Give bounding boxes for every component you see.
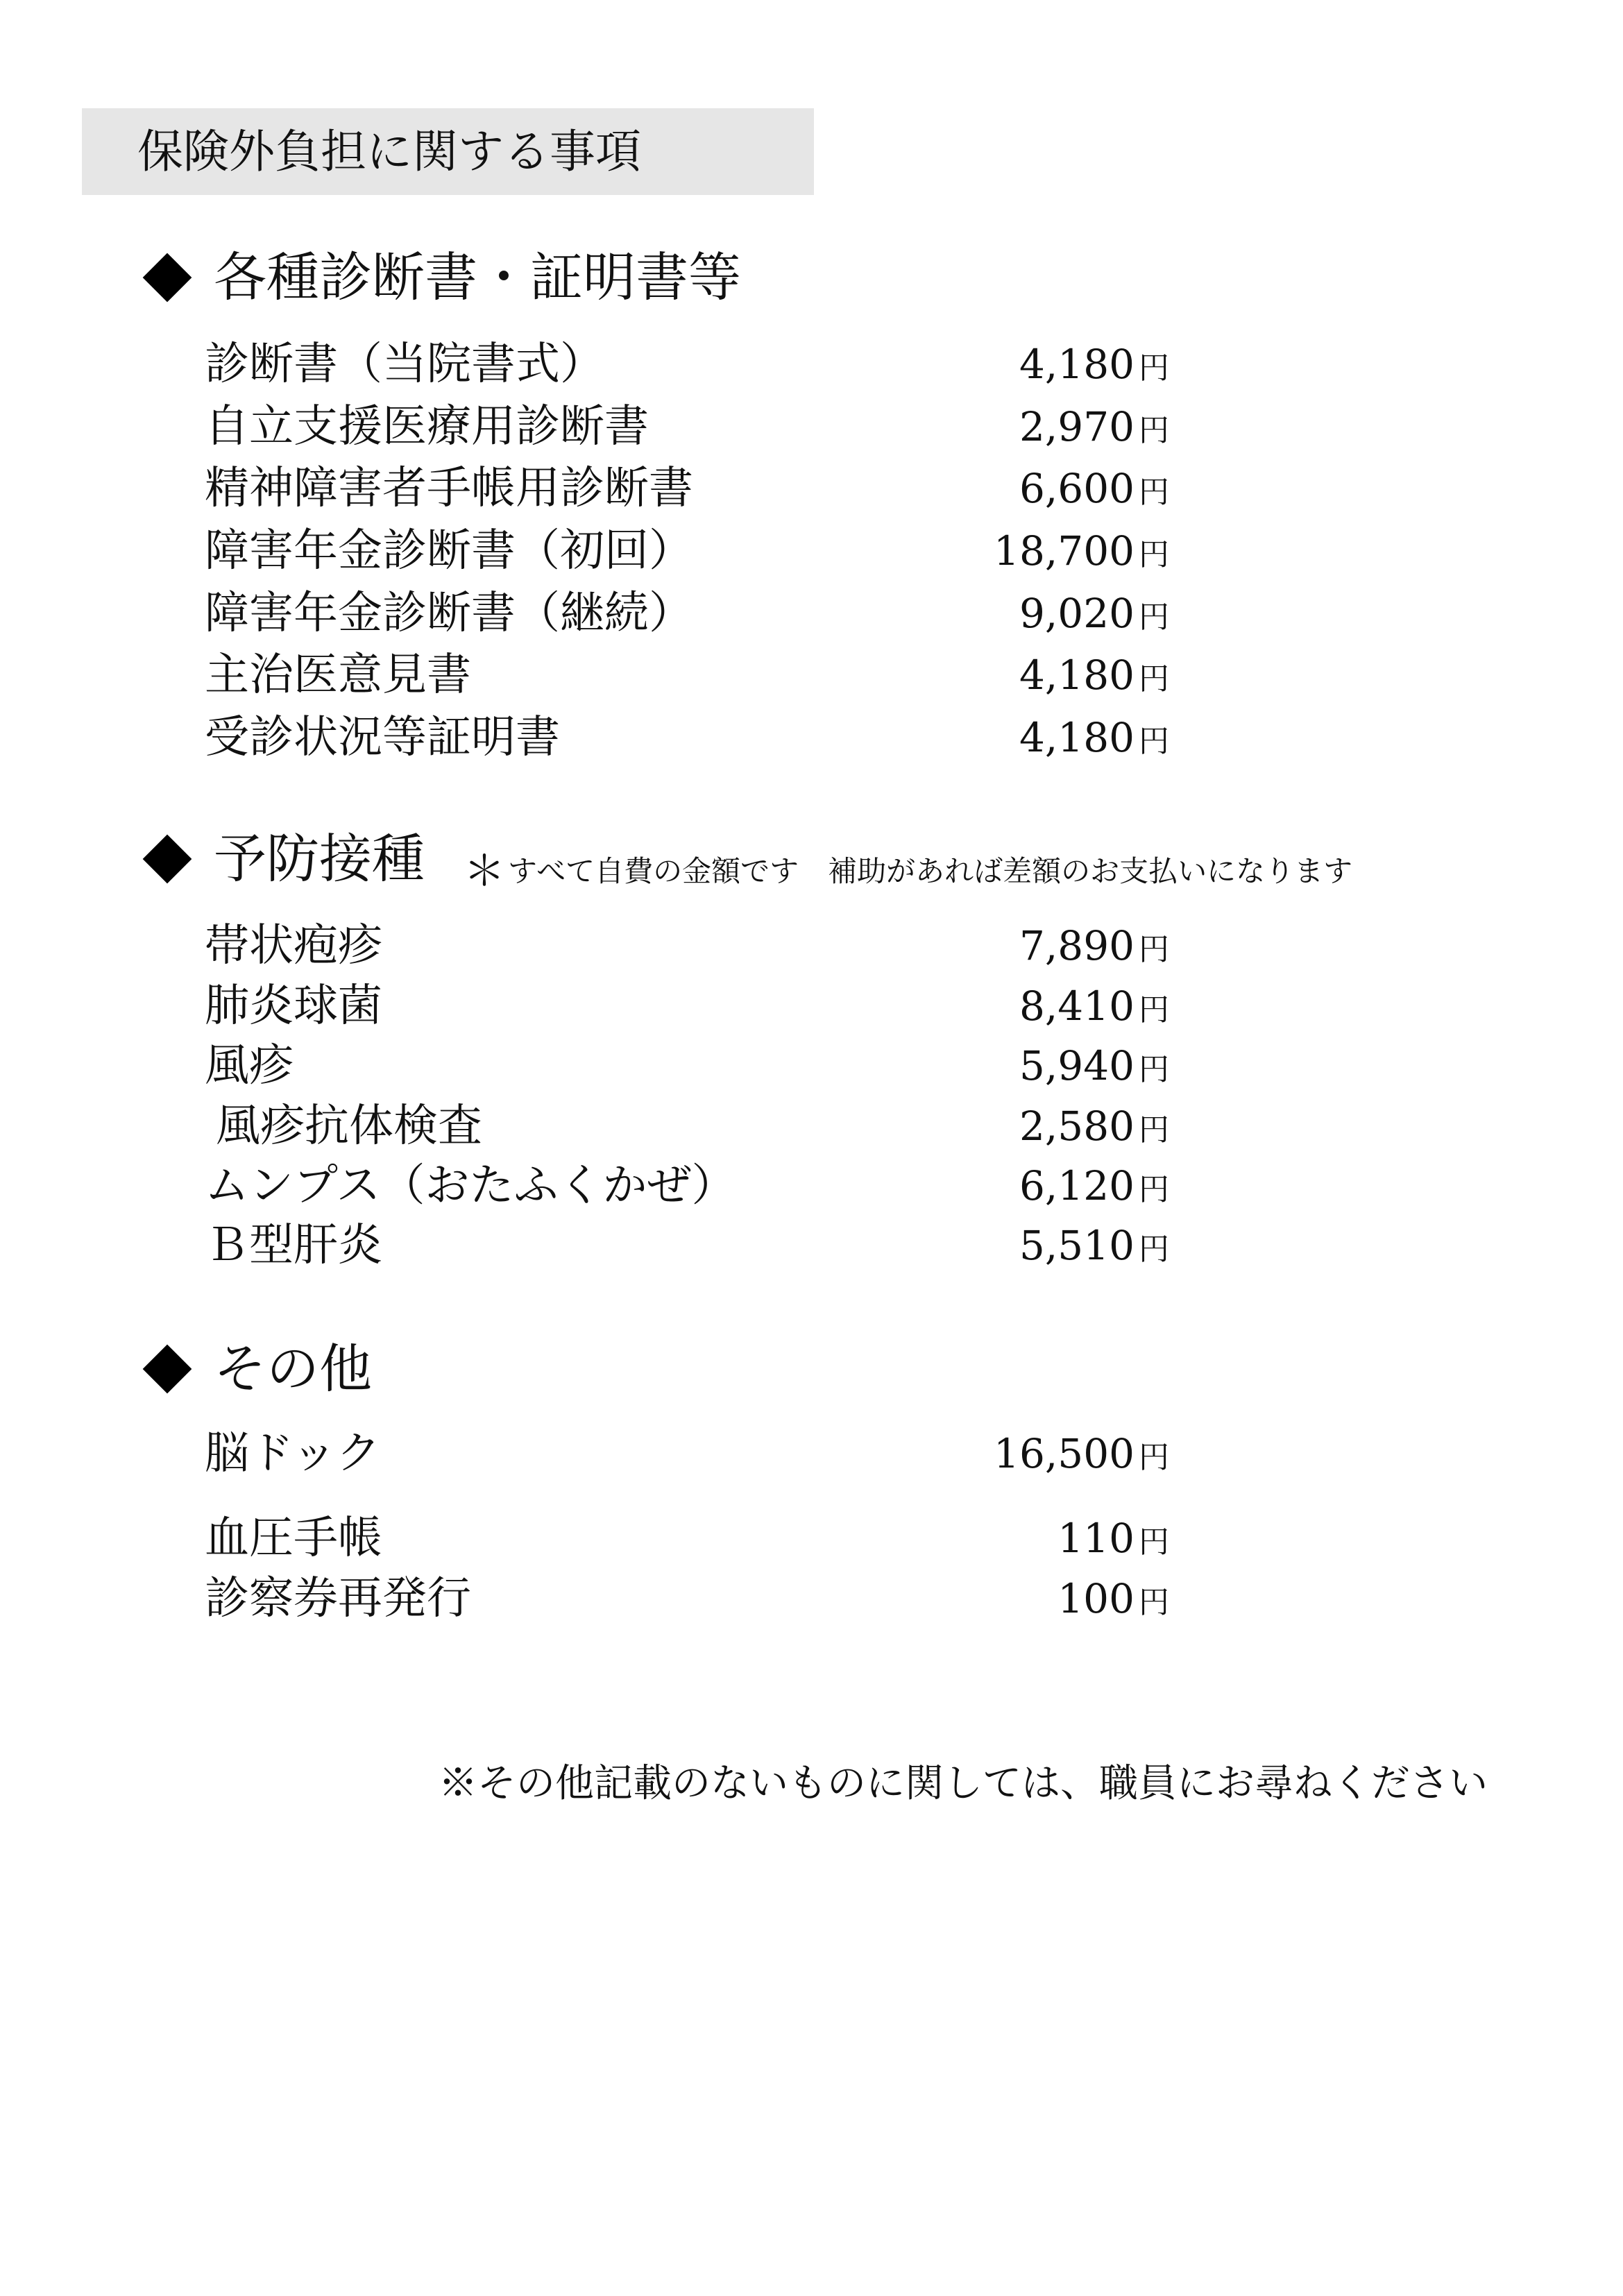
- item-price: [1019, 461, 1169, 527]
- item-amount: 2,970: [1019, 403, 1135, 450]
- item-amount: 4,180: [1019, 714, 1135, 761]
- yen-unit: 円: [1139, 350, 1169, 386]
- section-heading-label: その他: [214, 1338, 372, 1400]
- yen-unit: 円: [1139, 1524, 1169, 1560]
- yen-unit: 円: [1139, 932, 1169, 967]
- section-heading-other: [146, 1338, 372, 1400]
- diamond-bullet-icon: [143, 1345, 192, 1394]
- vaccination-note: [464, 847, 1353, 896]
- price-row: [205, 1426, 1169, 1481]
- yen-unit: 円: [1139, 724, 1169, 759]
- page-title: 保険外負担に関する事項: [137, 125, 641, 178]
- price-row: [205, 647, 1169, 703]
- yen-unit: 円: [1139, 992, 1169, 1028]
- item-name: 脳ドック: [205, 1428, 381, 1479]
- item-amount: 100: [1057, 1575, 1135, 1622]
- item-price: [1019, 586, 1169, 652]
- yen-unit: 円: [1139, 537, 1169, 572]
- price-row: [205, 978, 1169, 1034]
- price-row: [205, 1218, 1169, 1273]
- item-name: 障害年金診断書（継続）: [205, 588, 693, 639]
- item-amount: 5,510: [1019, 1222, 1135, 1269]
- item-price: [1019, 1218, 1169, 1284]
- price-row: [205, 1098, 1169, 1154]
- item-name: 帯状疱疹: [205, 920, 382, 971]
- yen-unit: 円: [1139, 1585, 1169, 1620]
- price-row: [205, 461, 1169, 516]
- item-name: 風疹抗体検査: [216, 1100, 482, 1152]
- item-name: 自立支援医療用診断書: [205, 401, 649, 452]
- item-amount: 4,180: [1019, 341, 1135, 388]
- price-row: [205, 337, 1169, 392]
- section-heading-label: 予防接種: [214, 828, 425, 890]
- item-price: [994, 1426, 1169, 1492]
- yen-unit: 円: [1139, 475, 1169, 510]
- item-price: [1057, 1511, 1169, 1576]
- item-name: 風疹: [205, 1040, 294, 1091]
- yen-unit: 円: [1139, 413, 1169, 448]
- item-amount: 110: [1057, 1515, 1135, 1562]
- item-name: 障害年金診断書（初回）: [205, 525, 693, 577]
- price-row: [205, 710, 1169, 765]
- yen-unit: 円: [1139, 661, 1169, 697]
- item-amount: 4,180: [1019, 652, 1135, 699]
- vaccination-note-sub: 補助があれば差額のお支払いになります: [828, 854, 1353, 888]
- section-heading-label: 各種診断書・証明書等: [214, 246, 741, 308]
- yen-unit: 円: [1139, 1172, 1169, 1207]
- item-amount: 16,500: [994, 1430, 1135, 1477]
- yen-unit: 円: [1139, 1440, 1169, 1475]
- item-name: 診察券再発行: [205, 1573, 471, 1624]
- item-name: Ｂ型肝炎: [205, 1220, 382, 1271]
- item-price: [1019, 337, 1169, 402]
- item-price: [1019, 978, 1169, 1044]
- item-price: [1019, 647, 1169, 713]
- diamond-bullet-icon: [143, 253, 192, 303]
- section-heading-vaccination: [146, 828, 425, 890]
- item-amount: 6,600: [1019, 465, 1135, 512]
- section-heading-certificates: [146, 246, 741, 308]
- yen-unit: 円: [1139, 1052, 1169, 1087]
- item-name: 精神障害者手帳用診断書: [205, 463, 693, 514]
- item-price: [1057, 1571, 1169, 1637]
- price-row: [205, 1571, 1169, 1626]
- item-name: ムンプス（おたふくかぜ）: [205, 1160, 736, 1211]
- item-price: [1019, 1098, 1169, 1164]
- item-amount: 18,700: [994, 527, 1135, 575]
- price-row: [205, 918, 1169, 973]
- item-price: [994, 523, 1169, 589]
- title-banner: [82, 108, 814, 195]
- item-name: 主治医意見書: [205, 649, 471, 701]
- item-price: [1019, 1158, 1169, 1224]
- item-name: 肺炎球菌: [205, 980, 382, 1032]
- item-amount: 6,120: [1019, 1162, 1135, 1209]
- item-amount: 5,940: [1019, 1042, 1135, 1089]
- price-row: [205, 523, 1169, 579]
- item-amount: 8,410: [1019, 983, 1135, 1030]
- item-name: 診断書（当院書式）: [205, 339, 604, 390]
- item-price: [1019, 399, 1169, 465]
- item-price: [1019, 1038, 1169, 1104]
- item-amount: 9,020: [1019, 590, 1135, 637]
- item-amount: 7,890: [1019, 922, 1135, 969]
- item-name: 血圧手帳: [205, 1513, 382, 1564]
- yen-unit: 円: [1139, 599, 1169, 635]
- item-price: [1019, 918, 1169, 984]
- price-row: [205, 1158, 1169, 1214]
- asterisk-mark: ＊: [464, 847, 505, 896]
- item-name: 受診状況等証明書: [205, 712, 560, 763]
- yen-unit: 円: [1139, 1112, 1169, 1148]
- diamond-bullet-icon: [143, 835, 192, 884]
- item-price: [1019, 710, 1169, 776]
- price-row: [205, 399, 1169, 454]
- price-row: [205, 1038, 1169, 1094]
- footnote: ※その他記載のないものに関しては、職員にお尋ねください: [439, 1761, 1488, 1806]
- item-amount: 2,580: [1019, 1103, 1135, 1150]
- price-row: [205, 1511, 1169, 1566]
- price-row: [205, 586, 1169, 641]
- vaccination-note-main: すべて自費の金額です: [508, 854, 799, 888]
- yen-unit: 円: [1139, 1232, 1169, 1267]
